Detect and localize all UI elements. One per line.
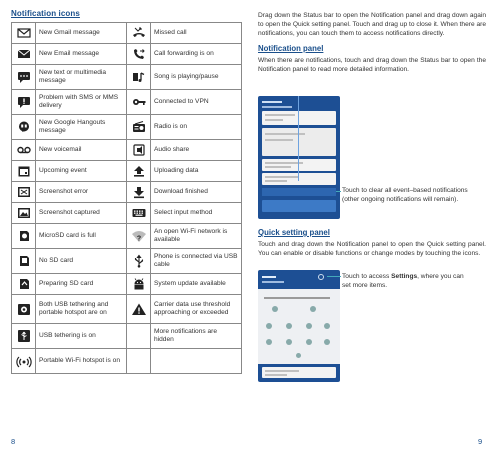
wifi-hotspot-icon — [16, 354, 32, 368]
notification-panel-screenshot — [258, 96, 340, 219]
empty-icon-cell — [127, 349, 151, 374]
empty-icon-cell — [127, 324, 151, 349]
icon-description: USB tethering is on — [36, 324, 127, 349]
notification-panel-text: When there are notifications, touch and drag down the Status bar to open the Notification panel to read more detailed information. — [258, 57, 486, 73]
settings-callout-bold: Settings — [391, 273, 418, 280]
call-forwarding-icon — [131, 47, 147, 61]
icon-description: Uploading data — [151, 161, 242, 182]
icon-description: New Email message — [36, 44, 127, 65]
icon-description: No SD card — [36, 249, 127, 274]
icon-description: Phone is connected via USB cable — [151, 249, 242, 274]
icon-description: Screenshot captured — [36, 203, 127, 224]
upload-icon — [131, 164, 147, 178]
table-row — [12, 249, 242, 274]
screenshot-icon — [16, 206, 32, 220]
table-row — [12, 23, 242, 44]
icon-description: Upcoming event — [36, 161, 127, 182]
audio-share-icon — [131, 143, 147, 157]
icon-description: New voicemail — [36, 140, 127, 161]
left-page — [11, 9, 241, 364]
icon-description: New Google Hangouts message — [36, 115, 127, 140]
icon-description: Both USB tethering and portable hotspot are on — [36, 295, 127, 324]
open-wifi-icon — [131, 229, 147, 243]
icon-description: System update available — [151, 274, 242, 295]
usb-tethering-icon — [16, 329, 32, 343]
table-row — [12, 65, 242, 90]
page-number-right: 9 — [478, 437, 483, 446]
right-page — [258, 11, 486, 74]
icon-description: Screenshot error — [36, 182, 127, 203]
icon-description: Select input method — [151, 203, 242, 224]
intro-paragraph: Drag down the Status bar to open the Notification panel and drag down again to open the Quick setting panel. Touch and drag up to close it. When there are notifications, you can touch them to access notifications directly. — [258, 12, 486, 37]
sms-icon — [16, 70, 32, 84]
table-row — [12, 203, 242, 224]
icon-description: Preparing SD card — [36, 274, 127, 295]
notification-panel-title: Notification panel — [258, 44, 324, 53]
table-row — [12, 90, 242, 115]
quick-setting-title: Quick setting panel — [258, 228, 330, 237]
icon-description: Missed call — [151, 23, 242, 44]
table-row — [12, 182, 242, 203]
missed-call-icon — [131, 26, 147, 40]
table-row — [12, 295, 242, 324]
icon-description: New text or multimedia message — [36, 65, 127, 90]
email-icon — [16, 47, 32, 61]
settings-callout — [342, 272, 472, 290]
preparing-sd-icon — [16, 277, 32, 291]
icon-description: New Gmail message — [36, 23, 127, 44]
song-playing-icon — [131, 70, 147, 84]
icon-description: Radio is on — [151, 115, 242, 140]
warning-icon — [131, 302, 147, 316]
page-number-left: 8 — [11, 437, 16, 446]
screenshot-error-icon — [16, 185, 32, 199]
icon-description: Problem with SMS or MMS delivery — [36, 90, 127, 115]
clear-leader-line — [336, 191, 341, 192]
table-row — [12, 44, 242, 65]
table-row — [12, 140, 242, 161]
icon-description: Call forwarding is on — [151, 44, 242, 65]
notification-icons-title: Notification icons — [11, 9, 80, 18]
table-row — [12, 349, 242, 374]
icon-description: Carrier data use threshold approaching or exceeded — [151, 295, 242, 324]
icon-description: An open Wi-Fi network is available — [151, 224, 242, 249]
icon-description: Connected to VPN — [151, 90, 242, 115]
microsd-full-icon — [16, 229, 32, 243]
icon-description: MicroSD card is full — [36, 224, 127, 249]
voicemail-icon — [16, 143, 32, 157]
calendar-icon — [16, 164, 32, 178]
radio-icon — [131, 120, 147, 134]
quick-setting-screenshot — [258, 270, 340, 382]
icon-description: Download finished — [151, 182, 242, 203]
hangouts-icon — [16, 120, 32, 134]
icon-description: Song is playing/pause — [151, 65, 242, 90]
svg-text:?: ? — [136, 235, 141, 243]
android-update-icon — [131, 277, 147, 291]
settings-callout-post: , where you can set more items. — [342, 273, 464, 289]
icon-description: Portable Wi-Fi hotspot is on — [36, 349, 127, 374]
no-sd-icon — [16, 254, 32, 268]
icon-description: More notifications are hidden — [151, 324, 242, 349]
table-row — [12, 324, 242, 349]
clear-callout: Touch to clear all event–based notifications (other ongoing notifications will remain). — [342, 187, 468, 203]
settings-leader-line — [327, 276, 341, 277]
vpn-key-icon — [131, 95, 147, 109]
table-row — [12, 274, 242, 295]
usb-icon — [131, 254, 147, 268]
quick-setting-section — [258, 228, 486, 258]
icon-description — [151, 349, 242, 374]
quick-setting-text: Touch and drag down the Notification panel to open the Quick setting panel. You can enable or disable functions or change modes by touching the icons. — [258, 241, 486, 257]
table-row — [12, 161, 242, 182]
keyboard-icon — [131, 206, 147, 220]
sms-problem-icon — [16, 95, 32, 109]
table-row — [12, 224, 242, 249]
table-row — [12, 115, 242, 140]
download-icon — [131, 185, 147, 199]
icon-description: Audio share — [151, 140, 242, 161]
usb-hotspot-icon — [16, 302, 32, 316]
notification-icons-table — [11, 22, 242, 374]
gmail-icon — [16, 26, 32, 40]
settings-callout-pre: Touch to access — [342, 273, 392, 280]
